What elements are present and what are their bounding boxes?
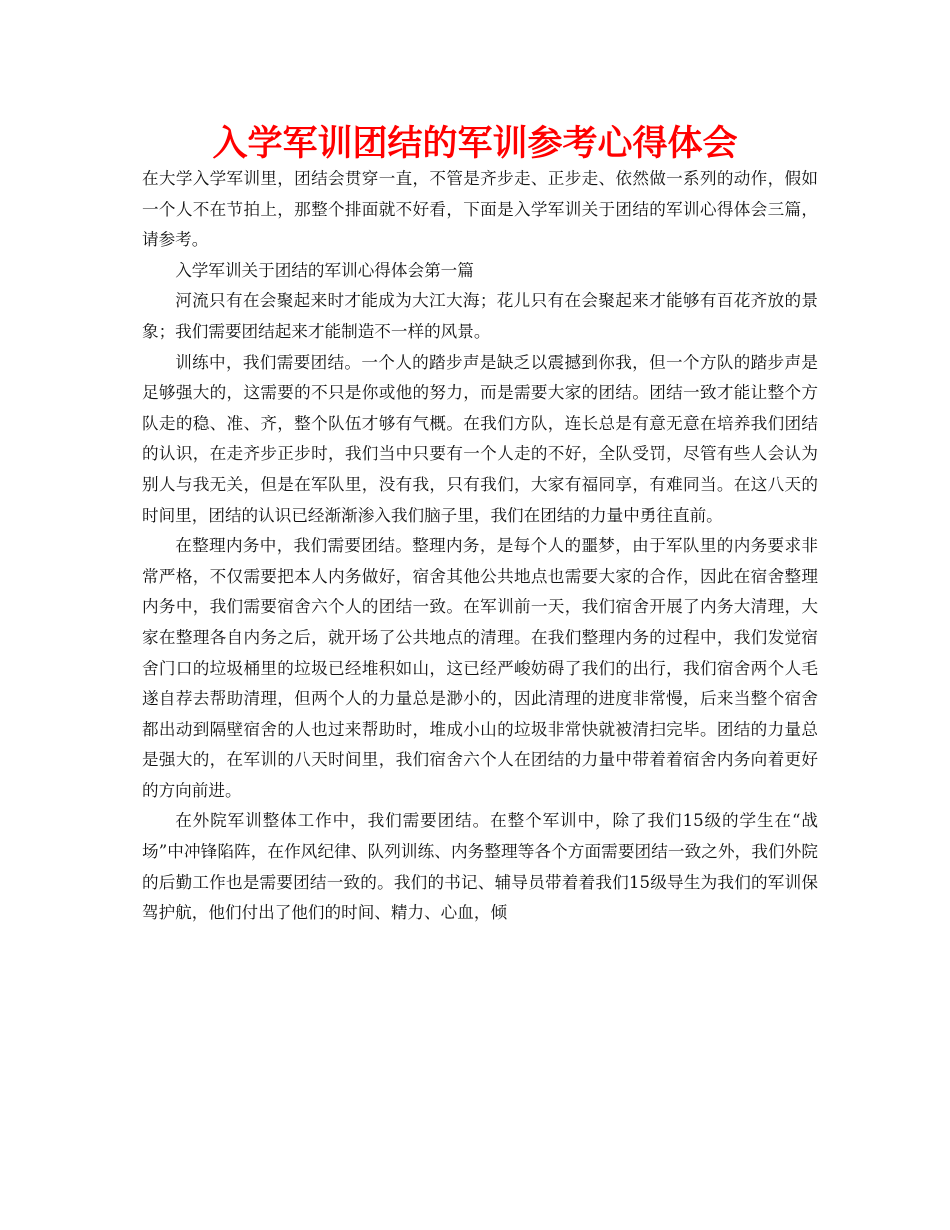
section-heading: 入学军训关于团结的军训心得体会第一篇 bbox=[175, 260, 474, 280]
paragraph: 在整理内务中，我们需要团结。整理内务，是每个人的噩梦，由于军队里的内务要求非常严格，不仅需要把本人内务做好，宿舍其他公共地点也需要大家的合作，因此在宿舍整理内务中，我们需要宿舍六个人的团结一致。在军训前一天，我们宿舍开展了内务大清理，大家在整理各自内务之后，就开场了公共地点的清理。在我们整理内务的过程中，我们发觉宿舍门口的垃圾桶里的垃圾已经堆积如山，这已经严峻妨碍了我们的出行，我们宿舍两个人毛遂自荐去帮助清理，但两个人的力量总是渺小的，因此清理的进度非常慢，后来当整个宿舍都出动到隔壁宿舍的人也过来帮助时，堆成小山的垃圾非常快就被清扫完毕。团结的力量总是强大的，在军训的八天时间里，我们宿舍六个人在团结的力量中带着着宿舍内务向着更好的方向前进。 bbox=[142, 536, 818, 800]
paragraph-intro: 在大学入学军训里，团结会贯穿一直，不管是齐步走、正步走、依然做一系列的动作，假如一个人不在节拍上，那整个排面就不好看，下面是入学军训关于团结的军训心得体会三篇，请参考。 bbox=[142, 169, 818, 250]
paragraph: 在外院军训整体工作中，我们需要团结。在整个军训中，除了我们15级的学生在“战场”中冲锋陷阵，在作风纪律、队列训练、内务整理等各个方面需要团结一致之外，我们外院的后勤工作也是需要团结一致的。我们的书记、辅导员带着着我们15级导生为我们的军训保驾护航，他们付出了他们的时间、精力、心血，倾 bbox=[142, 811, 818, 923]
document-title: 入学军训团结的军训参考心得体会 bbox=[212, 124, 738, 164]
paragraph: 训练中，我们需要团结。一个人的踏步声是缺乏以震撼到你我，但一个方队的踏步声是足够强大的，这需要的不只是你或他的努力，而是需要大家的团结。团结一致才能让整个方队走的稳、准、齐，整个队伍才够有气概。在我们方队，连长总是有意无意在培养我们团结的认识，在走齐步正步时，我们当中只要有一个人走的不好，全队受罚，尽管有些人会认为别人与我无关，但是在军队里，没有我，只有我们，大家有福同享，有难同当。在这八天的时间里，团结的认识已经渐渐渗入我们脑子里，我们在团结的力量中勇往直前。 bbox=[142, 352, 818, 525]
document-body bbox=[142, 164, 818, 929]
paragraph: 河流只有在会聚起来时才能成为大江大海；花儿只有在会聚起来才能够有百花齐放的景象；我们需要团结起来才能制造不一样的风景。 bbox=[142, 291, 818, 341]
